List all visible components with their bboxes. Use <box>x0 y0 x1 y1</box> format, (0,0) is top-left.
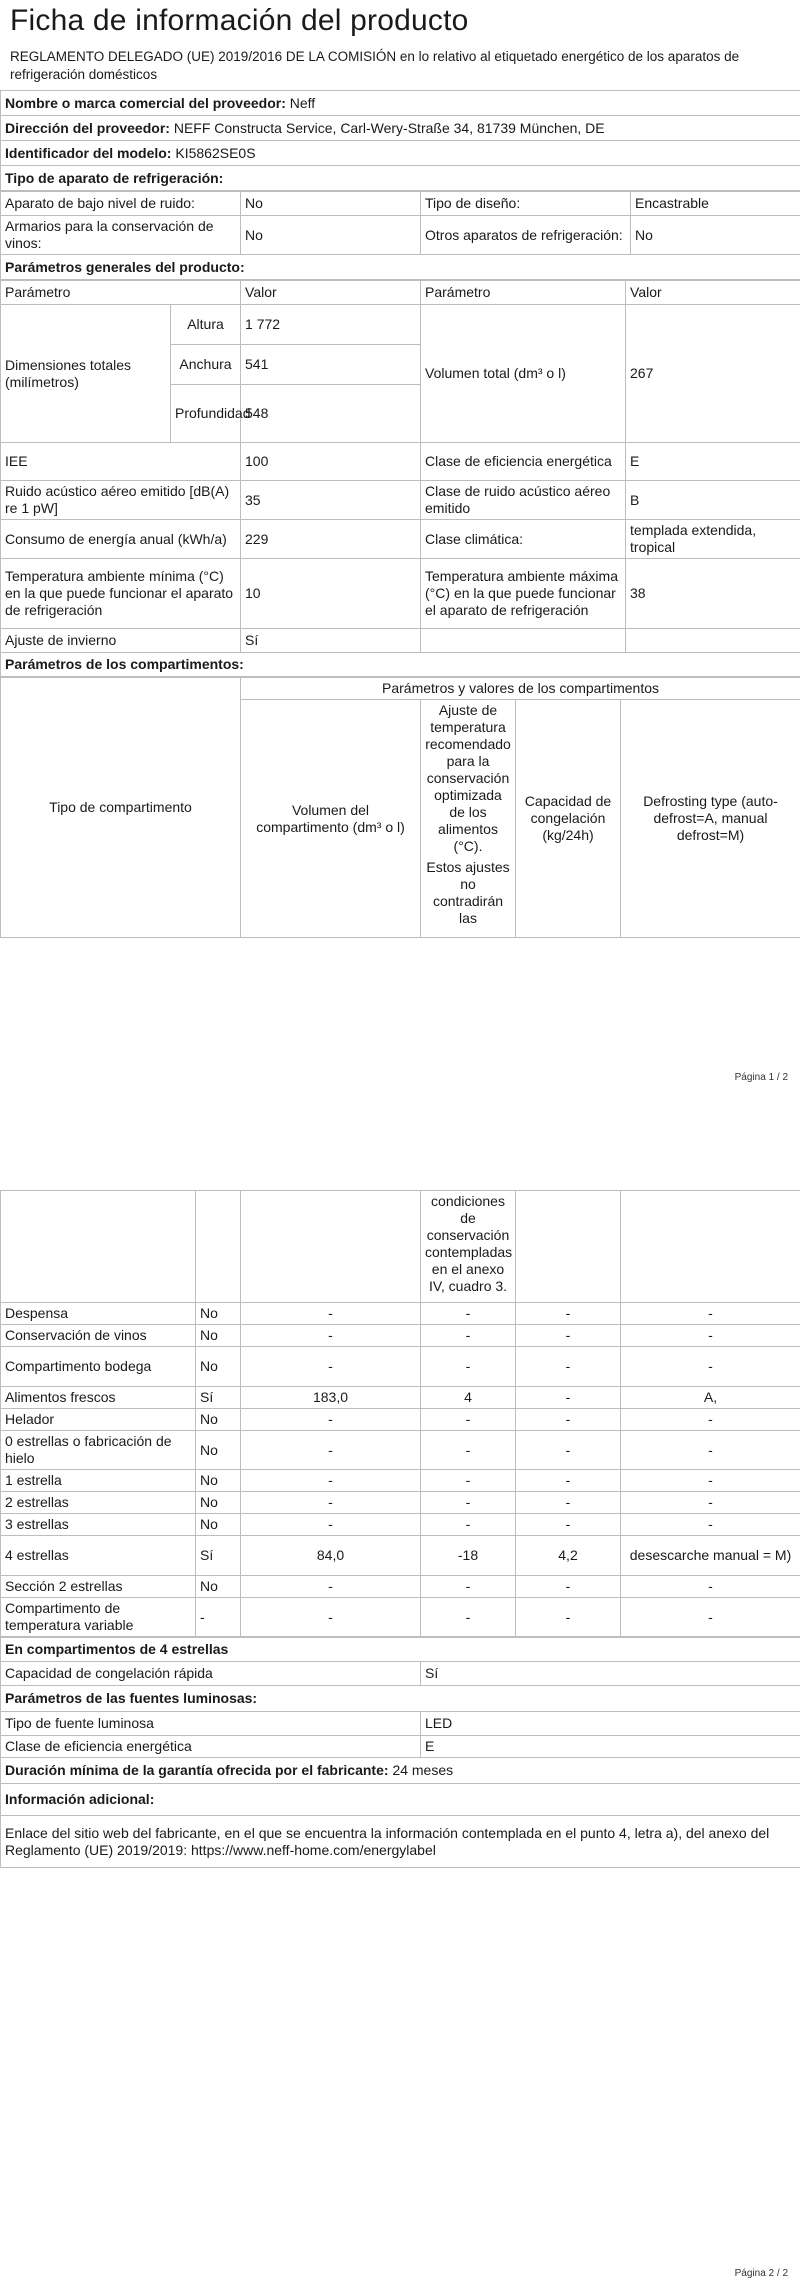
max-temp-label: Temperatura ambiente máxima (°C) en la que puede funcionar el aparato de refrigeración <box>421 559 626 629</box>
compartment-temperature: - <box>421 1325 516 1347</box>
compartment-temperature: - <box>421 1514 516 1536</box>
freezing-capacity-header: Capacidad de congelación (kg/24h) <box>516 700 621 938</box>
compartment-name: Conservación de vinos <box>1 1325 196 1347</box>
climate-class-label: Clase climática: <box>421 520 626 559</box>
width-label: Anchura <box>171 345 241 385</box>
value-column-header: Valor <box>241 281 421 305</box>
other-appliances-value: No <box>631 216 800 255</box>
param-column-header: Parámetro <box>1 281 241 305</box>
compartment-freezing-capacity: - <box>516 1576 621 1598</box>
page-title: Ficha de información del producto <box>10 4 469 37</box>
other-appliances-label: Otros aparatos de refrigeración: <box>421 216 631 255</box>
compartment-freezing-capacity: - <box>516 1598 621 1637</box>
compartment-defrost-type: desescarche manual = M) <box>621 1536 800 1576</box>
compartment-name: Alimentos frescos <box>1 1387 196 1409</box>
compartment-defrost-type: - <box>621 1492 800 1514</box>
total-volume-value: 267 <box>626 305 800 443</box>
compartment-temperature: -18 <box>421 1536 516 1576</box>
compartment-volume: 183,0 <box>241 1387 421 1409</box>
wine-storage-value: No <box>241 216 421 255</box>
page-number-2: Página 2 / 2 <box>734 2268 788 2279</box>
appliance-type-table <box>0 191 800 280</box>
compartment-volume: - <box>241 1303 421 1325</box>
value-column-header-2: Valor <box>626 281 800 305</box>
compartment-volume: - <box>241 1492 421 1514</box>
climate-class-value: templada extendida, tropical <box>626 520 800 559</box>
compartment-present: No <box>196 1409 241 1431</box>
page-1 <box>0 0 800 1100</box>
compartment-temperature: 4 <box>421 1387 516 1409</box>
height-label: Altura <box>171 305 241 345</box>
compartment-present: No <box>196 1492 241 1514</box>
compartment-name: 0 estrellas o fabricación de hielo <box>1 1431 196 1470</box>
table-row <box>1 1325 800 1347</box>
compartment-name: 2 estrellas <box>1 1492 196 1514</box>
low-noise-value: No <box>241 192 421 216</box>
compartment-volume: - <box>241 1598 421 1637</box>
compartment-temperature: - <box>421 1598 516 1637</box>
compartment-name: Despensa <box>1 1303 196 1325</box>
noise-class-value: B <box>626 481 800 520</box>
supplier-table <box>0 90 800 191</box>
temperature-header-continued: condiciones de conservación contempladas en el anexo IV, cuadro 3. <box>421 1191 516 1303</box>
table-row <box>1 1303 800 1325</box>
table-row <box>1 1576 800 1598</box>
depth-label: Profundidad <box>171 385 241 443</box>
compartment-defrost-type: - <box>621 1514 800 1536</box>
compartment-freezing-capacity: - <box>516 1470 621 1492</box>
compartment-defrost-type: - <box>621 1431 800 1470</box>
wine-storage-label: Armarios para la conservación de vinos: <box>1 216 241 255</box>
compartment-volume: - <box>241 1431 421 1470</box>
light-source-heading: Parámetros de las fuentes luminosas: <box>1 1686 800 1712</box>
eei-label: IEE <box>1 443 241 481</box>
warranty-label: Duración mínima de la garantía ofrecida por el fabricante: <box>5 1762 389 1778</box>
compartment-temperature: - <box>421 1431 516 1470</box>
compartment-freezing-capacity: - <box>516 1387 621 1409</box>
compartment-defrost-type: - <box>621 1409 800 1431</box>
warranty-value: 24 meses <box>392 1762 454 1778</box>
compartment-present: No <box>196 1431 241 1470</box>
table-row <box>1 1347 800 1387</box>
compartment-freezing-capacity: - <box>516 1347 621 1387</box>
compartment-volume: - <box>241 1470 421 1492</box>
compartment-freezing-capacity: - <box>516 1409 621 1431</box>
compartment-present: No <box>196 1576 241 1598</box>
compartment-present: No <box>196 1325 241 1347</box>
compartments-continued-table <box>0 1190 800 1637</box>
page-number-1: Página 1 / 2 <box>734 1072 788 1083</box>
compartment-defrost-type: - <box>621 1347 800 1387</box>
design-type-value: Encastrable <box>631 192 800 216</box>
table-row <box>1 1536 800 1576</box>
page-2 <box>0 1190 800 2285</box>
supplier-name-row: Nombre o marca comercial del proveedor: Neff <box>1 91 800 116</box>
appliance-type-heading: Tipo de aparato de refrigeración: <box>1 166 800 191</box>
compartment-name: Helador <box>1 1409 196 1431</box>
compartment-temperature: - <box>421 1409 516 1431</box>
compartment-defrost-type: - <box>621 1470 800 1492</box>
light-class-label: Clase de eficiencia energética <box>1 1736 421 1758</box>
compartment-params-header: Parámetros y valores de los compartimentos <box>241 678 800 700</box>
compartment-defrost-type: - <box>621 1576 800 1598</box>
compartment-name: 3 estrellas <box>1 1514 196 1536</box>
compartment-volume: - <box>241 1347 421 1387</box>
compartment-temperature: - <box>421 1303 516 1325</box>
compartments-heading: Parámetros de los compartimentos: <box>1 653 800 677</box>
noise-label: Ruido acústico aéreo emitido [dB(A) re 1 pW] <box>1 481 241 520</box>
compartment-name: 1 estrella <box>1 1470 196 1492</box>
depth-value: 548 <box>241 385 421 443</box>
height-value: 1 772 <box>241 305 421 345</box>
compartment-volume: - <box>241 1325 421 1347</box>
supplier-address: NEFF Constructa Service, Carl-Wery-Straße 34, 81739 München, DE <box>173 119 605 136</box>
total-volume-label: Volumen total (dm³ o l) <box>421 305 626 443</box>
supplier-name: Neff <box>289 94 316 111</box>
compartment-temperature: - <box>421 1470 516 1492</box>
min-temp-label: Temperatura ambiente mínima (°C) en la que puede funcionar el aparato de refrigeración <box>1 559 241 629</box>
compartment-name: Compartimento de temperatura variable <box>1 1598 196 1637</box>
compartment-type-header: Tipo de compartimento <box>1 678 241 938</box>
compartment-defrost-type: A, <box>621 1387 800 1409</box>
compartment-defrost-type: - <box>621 1303 800 1325</box>
fast-freeze-label: Capacidad de congelación rápida <box>1 1662 421 1686</box>
compartment-freezing-capacity: - <box>516 1325 621 1347</box>
compartment-name: Compartimento bodega <box>1 1347 196 1387</box>
table-row <box>1 1409 800 1431</box>
max-temp-value: 38 <box>626 559 800 629</box>
temperature-header: Ajuste de temperatura recomendado para la conservación optimizada de los alimentos (°C). Estos ajustes no contradirán las <box>421 700 516 938</box>
annual-energy-value: 229 <box>241 520 421 559</box>
compartment-defrost-type: - <box>621 1598 800 1637</box>
table-row <box>1 1492 800 1514</box>
dimensions-label: Dimensiones totales (milímetros) <box>1 305 171 443</box>
compartment-freezing-capacity: - <box>516 1431 621 1470</box>
additional-info-text: Enlace del sitio web del fabricante, en el que se encuentra la información contemplada en el punto 4, letra a), del anexo del Reglamento (UE) 2019/2019: https://www.neff-home.com/energylabel <box>1 1816 800 1868</box>
compartment-present: No <box>196 1303 241 1325</box>
eei-value: 100 <box>241 443 421 481</box>
four-star-heading: En compartimentos de 4 estrellas <box>1 1638 800 1662</box>
energy-class-value: E <box>626 443 800 481</box>
table-row <box>1 1598 800 1637</box>
compartment-temperature: - <box>421 1576 516 1598</box>
compartment-present: No <box>196 1347 241 1387</box>
annual-energy-label: Consumo de energía anual (kWh/a) <box>1 520 241 559</box>
noise-value: 35 <box>241 481 421 520</box>
additional-info-heading: Información adicional: <box>1 1784 800 1816</box>
compartment-volume: 84,0 <box>241 1536 421 1576</box>
winter-setting-label: Ajuste de invierno <box>1 629 241 653</box>
table-row <box>1 1431 800 1470</box>
supplier-address-row: Dirección del proveedor: NEFF Constructa Service, Carl-Wery-Straße 34, 81739 München, DE <box>1 116 800 141</box>
compartment-present: Sí <box>196 1536 241 1576</box>
compartment-defrost-type: - <box>621 1325 800 1347</box>
compartment-volume: - <box>241 1576 421 1598</box>
compartment-volume: - <box>241 1409 421 1431</box>
defrost-type-header: Defrosting type (auto-defrost=A, manual defrost=M) <box>621 700 800 938</box>
width-value: 541 <box>241 345 421 385</box>
warranty-row <box>1 1758 800 1784</box>
table-row <box>1 1387 800 1409</box>
light-type-label: Tipo de fuente luminosa <box>1 1712 421 1736</box>
compartment-name: Sección 2 estrellas <box>1 1576 196 1598</box>
param-column-header-2: Parámetro <box>421 281 626 305</box>
regulation-subtitle: REGLAMENTO DELEGADO (UE) 2019/2016 DE LA COMISIÓN en lo relativo al etiquetado energético de los aparatos de refrigeración domésticos <box>10 49 740 82</box>
min-temp-value: 10 <box>241 559 421 629</box>
compartment-temperature: - <box>421 1492 516 1514</box>
noise-class-label: Clase de ruido acústico aéreo emitido <box>421 481 626 520</box>
compartment-present: No <box>196 1514 241 1536</box>
table-row <box>1 1470 800 1492</box>
light-type-value: LED <box>421 1712 800 1736</box>
compartment-freezing-capacity: - <box>516 1303 621 1325</box>
design-type-label: Tipo de diseño: <box>421 192 631 216</box>
compartment-freezing-capacity: - <box>516 1514 621 1536</box>
model-identifier: KI5862SE0S <box>175 144 256 161</box>
compartment-freezing-capacity: 4,2 <box>516 1536 621 1576</box>
energy-class-label: Clase de eficiencia energética <box>421 443 626 481</box>
winter-setting-value: Sí <box>241 629 421 653</box>
model-identifier-row: Identificador del modelo: KI5862SE0S <box>1 141 800 166</box>
compartment-present: Sí <box>196 1387 241 1409</box>
compartment-present: No <box>196 1470 241 1492</box>
compartment-present: - <box>196 1598 241 1637</box>
general-parameters-table <box>0 280 800 677</box>
compartments-header-table <box>0 677 800 938</box>
table-row <box>1 1514 800 1536</box>
light-class-value: E <box>421 1736 800 1758</box>
compartment-rows <box>1 1303 800 1637</box>
low-noise-label: Aparato de bajo nivel de ruido: <box>1 192 241 216</box>
compartment-freezing-capacity: - <box>516 1492 621 1514</box>
volume-header: Volumen del compartimento (dm³ o l) <box>241 700 421 938</box>
compartment-name: 4 estrellas <box>1 1536 196 1576</box>
compartment-volume: - <box>241 1514 421 1536</box>
fast-freeze-value: Sí <box>421 1662 800 1686</box>
general-parameters-heading: Parámetros generales del producto: <box>1 255 800 280</box>
compartment-temperature: - <box>421 1347 516 1387</box>
four-star-table <box>0 1637 800 1868</box>
